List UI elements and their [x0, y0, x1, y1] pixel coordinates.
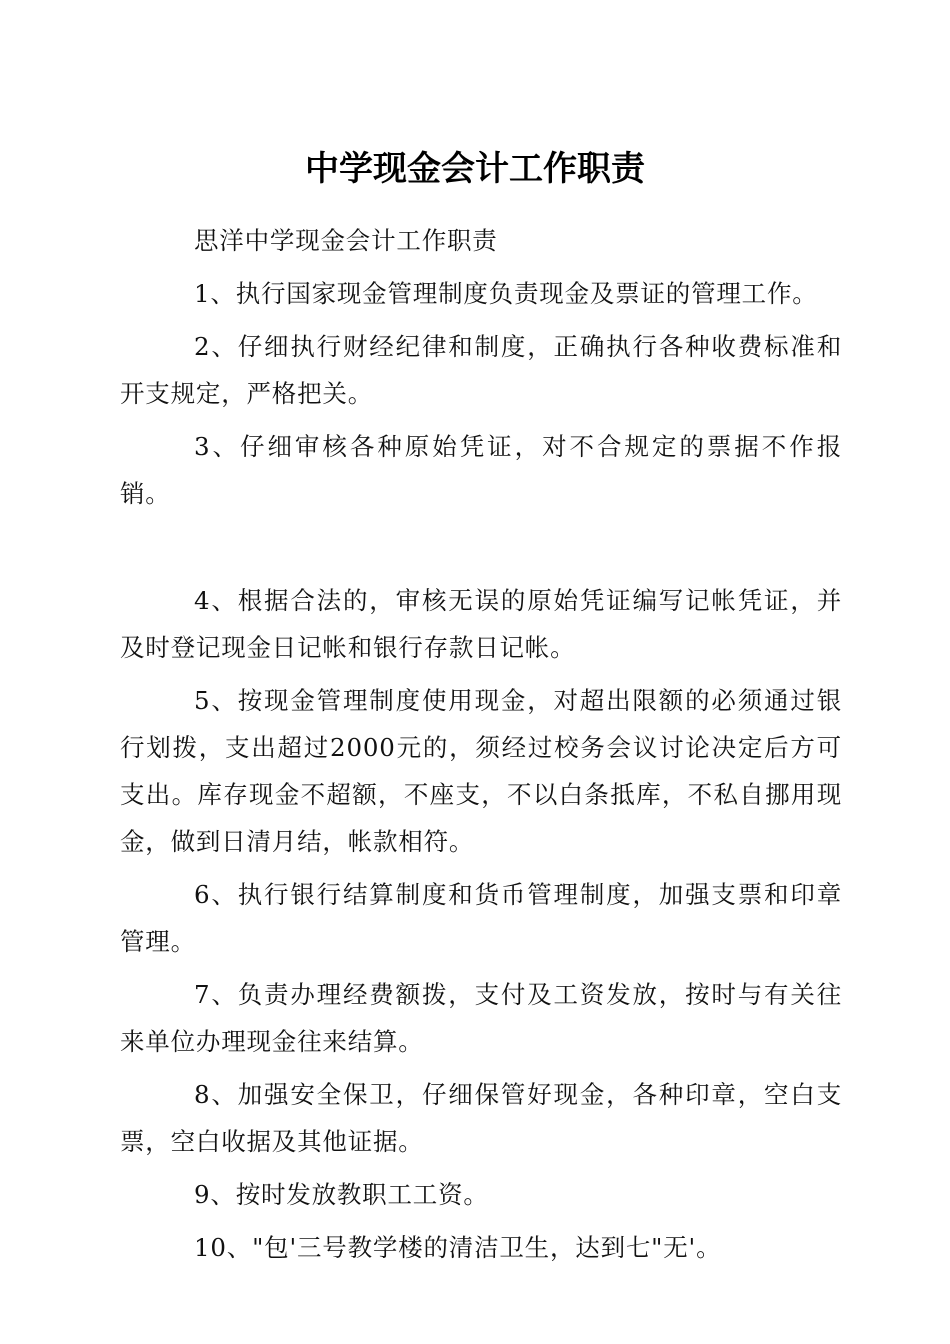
paragraph-item-8: 8、加强安全保卫，仔细保管好现金，各种印章，空白支票，空白收据及其他证据。: [120, 1080, 842, 1156]
paragraph-item-10: 10、"包'三号教学楼的清洁卫生，达到七"无'。: [194, 1233, 722, 1262]
document-title: 中学现金会计工作职责: [305, 149, 645, 189]
paragraph-item-1: 1、执行国家现金管理制度负责现金及票证的管理工作。: [194, 279, 818, 308]
document-body: [120, 217, 842, 1277]
paragraph-item-9: 9、按时发放教职工工资。: [194, 1180, 489, 1209]
paragraph-item-5: 5、按现金管理制度使用现金，对超出限额的必须通过银行划拨，支出超过2000元的，须经过校务会议讨论决定后方可支出。库存现金不超额，不座支，不以白条抵库，不私自挪用现金，做到日清月结，帐款相符。: [120, 686, 842, 856]
paragraph-item-7: 7、负责办理经费额拨，支付及工资发放，按时与有关往来单位办理现金往来结算。: [120, 980, 842, 1056]
paragraph-item-3: 3、仔细审核各种原始凭证，对不合规定的票据不作报销。: [120, 432, 842, 508]
paragraph-item-6: 6、执行银行结算制度和货币管理制度，加强支票和印章管理。: [120, 880, 842, 956]
paragraph-item-4: 4、根据合法的，审核无误的原始凭证编写记帐凭证，并及时登记现金日记帐和银行存款日记帐。: [120, 586, 842, 662]
paragraph-heading: 思洋中学现金会计工作职责: [194, 226, 498, 255]
paragraph-item-2: 2、仔细执行财经纪律和制度，正确执行各种收费标准和开支规定，严格把关。: [120, 332, 842, 408]
